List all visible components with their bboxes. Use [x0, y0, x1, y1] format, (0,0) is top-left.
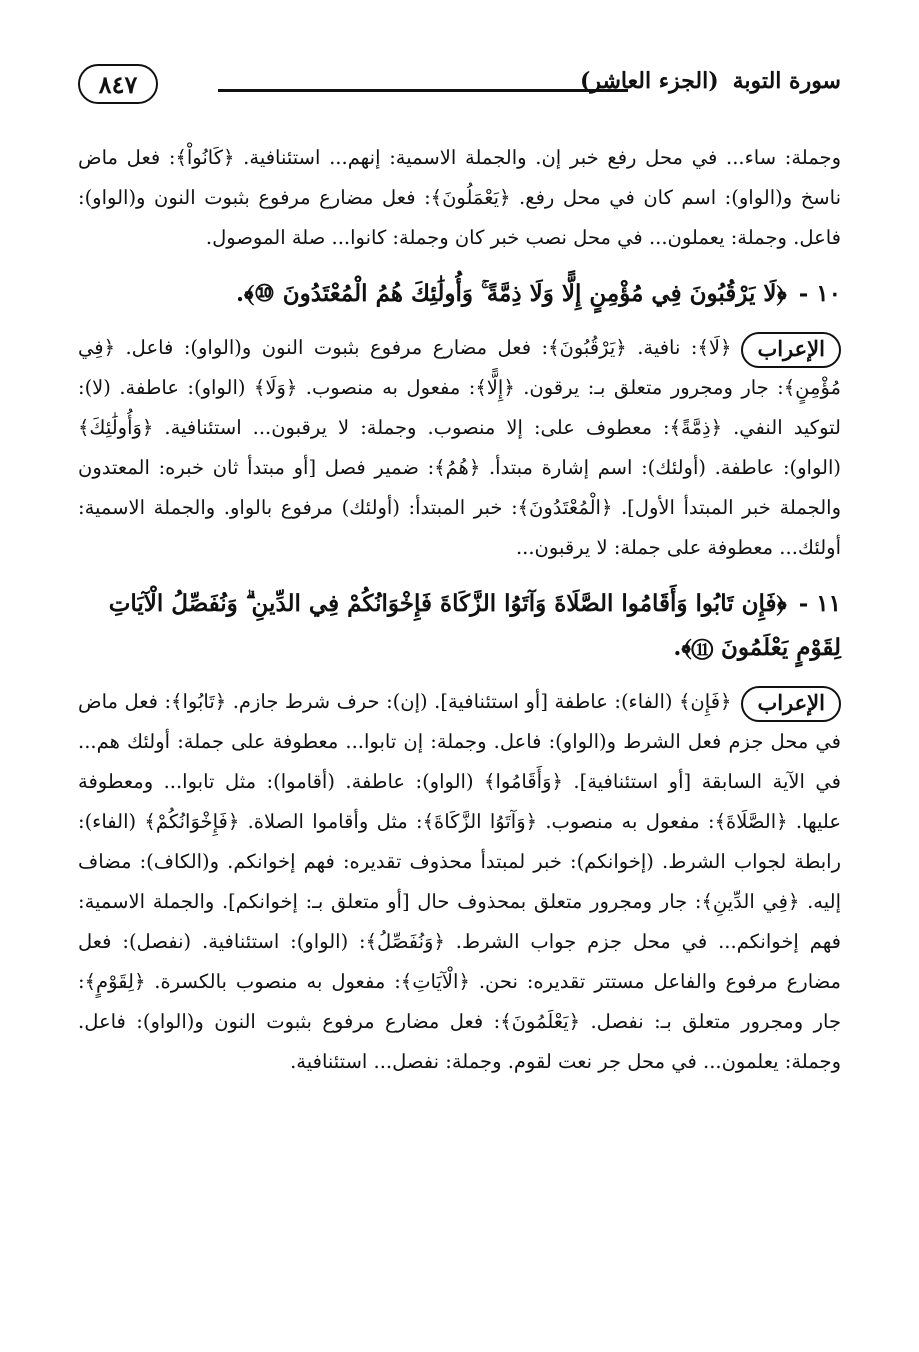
irab-label-badge: الإعراب	[741, 686, 841, 722]
irab-10-text: ﴿لَا﴾: نافية. ﴿يَرْقُبُونَ﴾: فعل مضارع مرفوع بثبوت النون و(الواو): فاعل. ﴿فِي مُؤْمِنٍ﴾: جار ومجرور متعلق بـ: يرقون. ﴿إِلًّا﴾: مفعول به منصوب. ﴿وَلَا﴾ (الواو): عاطفة. (لا): لتوكيد النفي. ﴿ذِمَّةً﴾: معطوف على: إلا منصوب. وجملة: لا يرقبون... استئنافية. ﴿وَأُولَٰئِكَ﴾ (الواو): عاطفة. (أولئك): اسم إشارة مبتدأ. ﴿هُمُ﴾: ضمير فصل [أو مبتدأ ثان خبره: المعتدون والجملة خبر المبتدأ الأول]. ﴿الْمُعْتَدُونَ﴾: خبر المبتدأ: (أولئك) مرفوع بالواو. والجملة الاسمية: أولئك... معطوفة على جملة: لا يرقبون...	[78, 336, 841, 559]
irab-section-10	[78, 328, 841, 568]
intro-paragraph: وجملة: ساء... في محل رفع خبر إن. والجملة الاسمية: إنهم... استئنافية. ﴿كَانُواْ﴾: فعل ماض ناسخ و(الواو): اسم كان في محل رفع. ﴿يَعْمَلُونَ﴾: فعل مضارع مرفوع بثبوت النون و(الواو): فاعل. وجملة: يعملون... في محل نصب خبر كان وجملة: كانوا... صلة الموصول.	[78, 146, 841, 249]
surah-name: سورة التوبة	[732, 68, 841, 94]
verse-11-text: ﴿فَإِن تَابُوا وَأَقَامُوا الصَّلَاةَ وَآتَوُا الزَّكَاةَ فَإِخْوَانُكُمْ فِي الدِّينِ ۗ وَنُفَصِّلُ الْآيَاتِ لِقَوْمٍ يَعْلَمُونَ ⑪﴾.	[108, 590, 841, 661]
juz-label: (الجزء العاشر)	[579, 68, 719, 94]
verse-11	[78, 582, 841, 670]
verse-10	[78, 272, 841, 316]
irab-11-text: ﴿فَإِن﴾ (الفاء): عاطفة [أو استئنافية]. (إن): حرف شرط جازم. ﴿تَابُوا﴾: فعل ماض في محل جزم فعل الشرط و(الواو): فاعل. وجملة: إن تابوا... معطوفة على جملة: أولئك هم... في الآية السابقة [أو استئنافية]. ﴿وَأَقَامُوا﴾ (الواو): عاطفة. (أقاموا): مثل تابوا... ومعطوفة عليها. ﴿الصَّلَاةَ﴾: مفعول به منصوب. ﴿وَآتَوُا الزَّكَاةَ﴾: مثل وأقاموا الصلاة. ﴿فَإِخْوَانُكُمْ﴾ (الفاء): رابطة لجواب الشرط. (إخوانكم): خبر لمبتدأ محذوف تقديره: فهم إخوانكم. و(الكاف): مضاف إليه. ﴿فِي الدِّينِ﴾: جار ومجرور متعلق بمحذوف حال [أو متعلق بـ: إخوانكم]. والجملة الاسمية: فهم إخوانكم... في محل جزم جواب الشرط. ﴿وَنُفَصِّلُ﴾: (الواو): استئنافية. (نفصل): فعل مضارع مرفوع والفاعل مستتر تقديره: نحن. ﴿الْآيَاتِ﴾: مفعول به منصوب بالكسرة. ﴿لِقَوْمٍ﴾: جار ومجرور متعلق بـ: نفصل. ﴿يَعْلَمُونَ﴾: فعل مضارع مرفوع بثبوت النون و(الواو): فاعل. وجملة: يعلمون... في محل جر نعت لقوم. وجملة: نفصل... استئنافية.	[78, 690, 841, 1073]
header-divider	[218, 89, 628, 92]
verse-11-number: ١١ -	[798, 590, 841, 617]
irab-label-badge: الإعراب	[741, 332, 841, 368]
verse-10-number: ١٠ -	[798, 280, 841, 307]
irab-section-11	[78, 682, 841, 1082]
page-content	[78, 138, 841, 1082]
page-number-badge: ٨٤٧	[78, 64, 158, 104]
page-header	[78, 62, 841, 112]
verse-10-text: ﴿لَا يَرْقُبُونَ فِي مُؤْمِنٍ إِلًّا وَلَا ذِمَّةً ۚ وَأُولَٰئِكَ هُمُ الْمُعْتَدُونَ ⑩﴾.	[235, 280, 787, 307]
